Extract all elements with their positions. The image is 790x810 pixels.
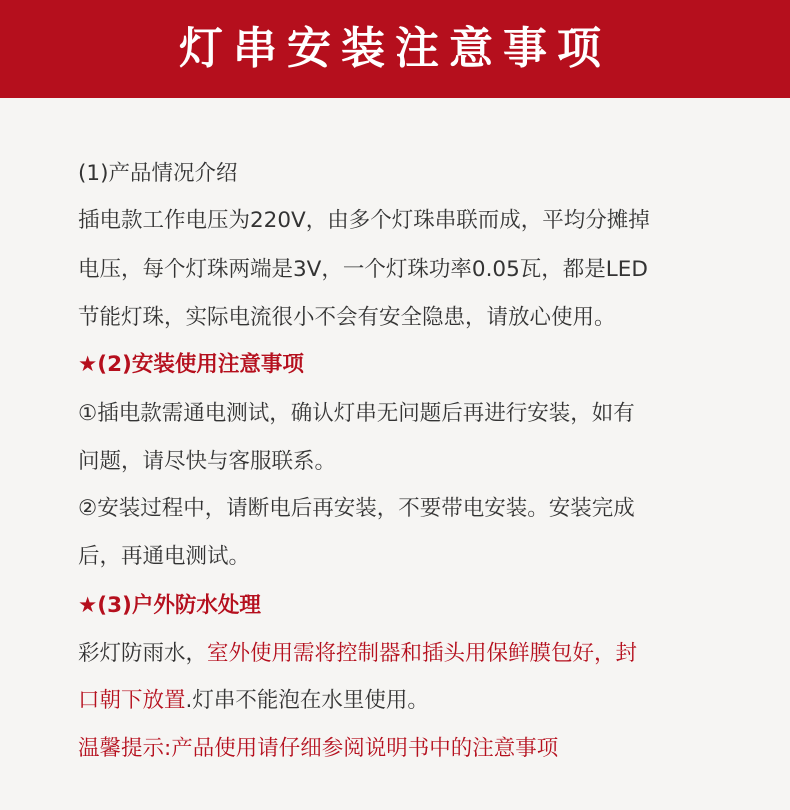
section3-line-2-highlight: 口朝下放置 [78,688,186,713]
section2-line-2: 问题，请尽快与客服联系。 [78,449,337,474]
section3-line-1 [78,643,637,665]
section1-heading: (1)产品情况介绍 [78,161,238,186]
section3-line-2-normal: .灯串不能泡在水里使用。 [185,688,429,713]
section1-line-1: 插电款工作电压为220V，由多个灯珠串联而成，平均分摊掉 [78,208,650,233]
section2-line-4: 后，再通电测试。 [78,544,251,569]
section2-heading: ★(2)安装使用注意事项 [78,352,304,377]
section1-line-2: 电压，每个灯珠两端是3V，一个灯珠功率0.05瓦，都是LED [78,257,648,282]
page-title: 灯串安装注意事项 [179,23,611,74]
warm-tip: 温馨提示:产品使用请仔细参阅说明书中的注意事项 [78,736,559,761]
section3-line-1-highlight: 室外使用需将控制器和插头用保鲜膜包好，封 [207,641,638,666]
section3-heading: ★(3)户外防水处理 [78,593,261,618]
page-header [0,0,790,98]
section3-line-1-normal: 彩灯防雨水， [78,641,208,666]
section1-line-3: 节能灯珠，实际电流很小不会有安全隐患，请放心使用。 [78,305,616,330]
section2-line-3: ②安装过程中，请断电后再安装，不要带电安装。安装完成 [78,496,635,521]
section2-line-1: ①插电款需通电测试，确认灯串无问题后再进行安装，如有 [78,401,635,426]
section3-line-2 [78,690,429,712]
